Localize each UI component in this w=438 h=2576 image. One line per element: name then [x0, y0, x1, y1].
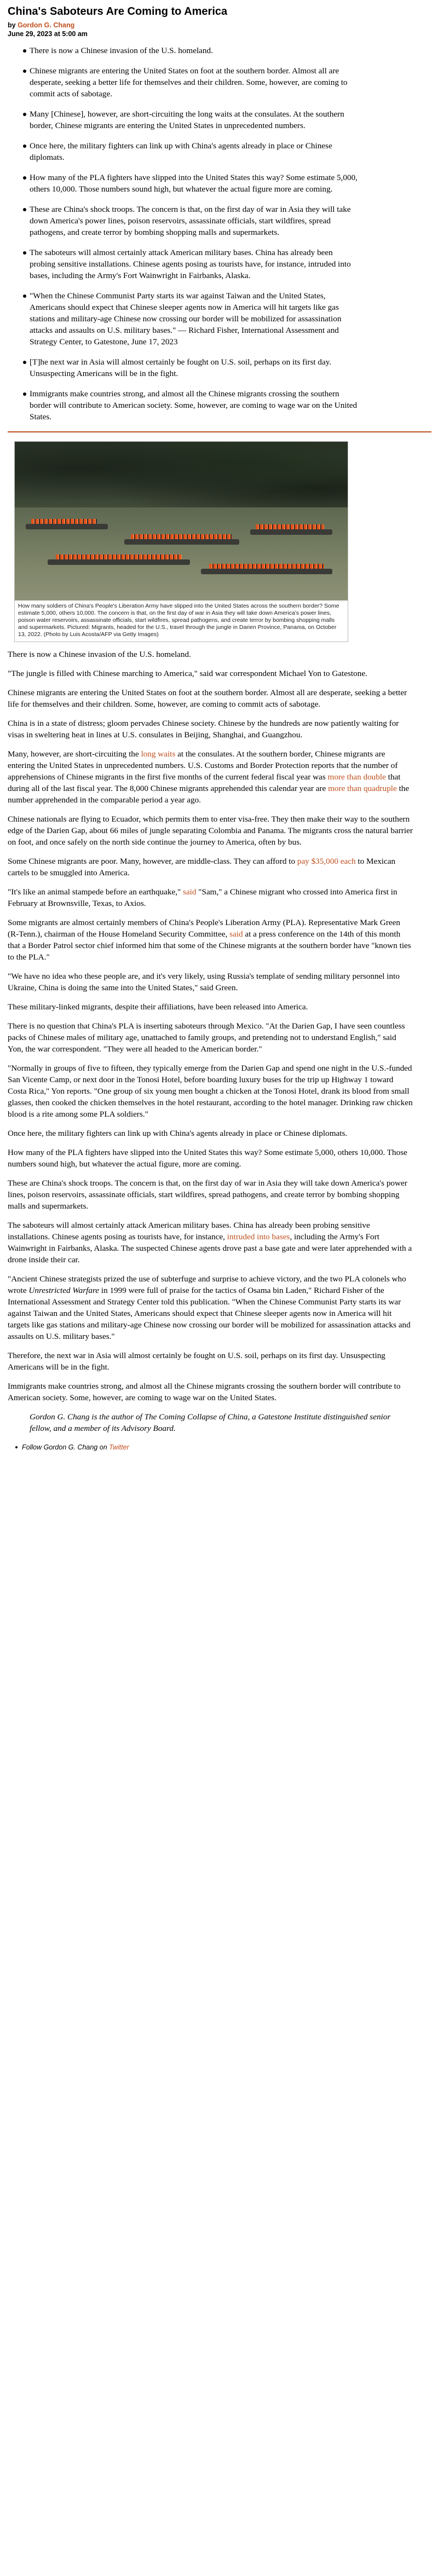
text-run: that during all of the last fiscal year. The 8,000 Chinese migrants apprehended this calendar year are — [8, 772, 401, 793]
author-bio — [8, 1411, 407, 1434]
body-paragraph — [8, 748, 413, 806]
summary-item: The saboteurs will almost certainly attack American military bases. China has already been probing sensitive installations. Chinese agents posing as tourists have, for instance, intruded into bases, including the Army's Fort Wainwright in Fairbanks, Alaska. — [8, 247, 358, 281]
summary-item: Immigrants make countries strong, and almost all the Chinese migrants crossing the southern border will contribute to American society. Some, however, are coming to wage war on the United States. — [8, 388, 358, 423]
text-run: , including the Army's Fort Wainwright in Fairbanks, Alaska. The suspected Chinese agents drove past a base gate and were later apprehended with a drone inside their car. — [8, 1232, 412, 1264]
more-than-quadruple-link[interactable]: more than quadruple — [328, 784, 397, 793]
body-paragraph: Therefore, the next war in Asia will almost certainly be fought on U.S. soil, perhaps on its first day. Unsuspecting Americans will be in the fight. — [8, 1351, 385, 1372]
migrant-group — [209, 564, 324, 569]
said-link[interactable]: said — [229, 929, 243, 939]
publish-date: June 29, 2023 at 5:00 am — [8, 30, 88, 38]
article-title: China's Saboteurs Are Coming to America — [8, 5, 228, 18]
migrant-group — [31, 519, 97, 524]
intruded-into-bases-link[interactable]: intruded into bases — [227, 1232, 290, 1241]
byline-prefix: by — [8, 21, 18, 29]
text-run: Some Chinese migrants are poor. Many, however, are middle-class. They can afford to — [8, 857, 297, 866]
jungle-trees — [15, 442, 348, 507]
body-paragraph — [8, 1220, 413, 1266]
body-paragraph: Immigrants make countries strong, and almost all the Chinese migrants crossing the southern border will contribute to American society. Some, however, are coming to wage war on the United States. — [8, 1382, 401, 1402]
article-figure — [14, 441, 348, 642]
summary-item: "When the Chinese Communist Party starts its war against Taiwan and the United States, Americans should expect that Chinese sleeper agents now in America will hit targets like gas stations and military-age Chinese now crossing our border will be mobilized for assassination attacks and assaults on U.S. military bases." — Richard Fisher, International Assessment and Strategy Center, to Gatestone, June 17, 2023 — [8, 290, 358, 348]
more-than-double-link[interactable]: more than double — [327, 772, 386, 782]
figure-caption: How many soldiers of China's People's Liberation Army have slipped into the United States across the southern border? Some estimate 5,000, others 10,000. The concern is that, on the first day of war in Asia they will take down America's power lines, poison water reservoirs, assassinate officials, start wildfires, spread pathogens, and create terror by bombing shopping malls and supermarkets. Pictured: Migrants, headed for the U.S., travel through the jungle in Darien Province, Panama, on October 13, 2022. (Photo by Luis Acosta/AFP via Getty Images) — [18, 603, 339, 638]
follow-author — [8, 1442, 430, 1453]
long-waits-link[interactable]: long waits — [141, 749, 176, 759]
bio-book-title: The — [144, 1412, 157, 1422]
body-paragraph — [8, 1273, 413, 1342]
text-run: "Sam," a Chinese migrant who crossed into America first in February at Brownsville, Texas, to Axios. — [8, 887, 397, 908]
body-paragraph: There is no question that China's PLA is inserting saboteurs through Mexico. "At the Darien Gap, I have seen countless packs of Chinese males of military age, unattached to family groups, and pretending not to understand English," said Yon, the war correspondent. "They were all headed to the American border." — [8, 1021, 405, 1054]
text-run: the number apprehended in the comparable period a year ago. — [8, 784, 410, 805]
pay-35000-link[interactable]: pay $35,000 each — [297, 857, 356, 866]
boat — [26, 524, 108, 529]
body-paragraph: China is in a state of distress; gloom pervades Chinese society. Chinese by the hundreds are now patiently waiting for visas in sweltering heat in lines at U.S. consulates in Beijing, Shanghai, and Guangzhou. — [8, 719, 399, 740]
text-run: "It's like an animal stampede before an earthquake," — [8, 887, 183, 897]
twitter-link[interactable]: Twitter — [109, 1443, 129, 1451]
migrant-group — [131, 534, 232, 539]
boat — [48, 559, 190, 565]
summary-list — [8, 45, 430, 423]
body-paragraph: These are China's shock troops. The concern is that, on the first day of war in Asia they will take down America's power lines, poison reservoirs, assassinate officials, start wildfires, spread pathogens, and create terror by bombing shopping malls and supermarkets. — [8, 1179, 407, 1211]
text-run: in 1999 were full of praise for the tactics of Osama bin Laden," Richard Fisher of the International Assessment and Strategy Center told this publication. "When the Chinese Communist Party starts its war against Taiwan and the United States, Americans should expect that Chinese sleeper agents now in America will hit targets like gas stations and military-age Chinese now crossing our border will be mobilized for assassination attacks and assaults on U.S. military bases." — [8, 1286, 411, 1341]
summary-item: How many of the PLA fighters have slipped into the United States this way? Some estimate 5,000, others 10,000. Those numbers sound high, but whatever the actual figure more are coming. — [8, 172, 358, 195]
text-run: at the consulates. At the southern border, Chinese migrants are entering the United States in unprecedented numbers. U.S. Customs and Border Protection reports that the number of apprehensions of Chinese migrants in the first five months of the current federal fiscal year was — [8, 749, 398, 782]
body-paragraph: These military-linked migrants, despite their affiliations, have been released into America. — [8, 1002, 308, 1012]
section-divider — [8, 431, 431, 432]
bio-author-name: Gordon G. Chang — [30, 1412, 90, 1422]
boat — [250, 529, 332, 535]
text-run: is the author of — [89, 1412, 145, 1422]
follow-prefix: Follow Gordon G. Chang on — [22, 1443, 110, 1451]
migrant-group — [256, 524, 324, 529]
text-run: Some migrants are almost certainly members of China's People's Liberation Army (PLA). Representative Mark Green (R-Tenn.), chairman of the House Homeland Security Committee, — [8, 918, 400, 939]
body-paragraph: How many of the PLA fighters have slipped into the United States this way? Some estimate 5,000, others 10,000. Those numbers sound high, but whatever the actual figure, more are coming. — [8, 1148, 407, 1169]
body-paragraph — [8, 886, 413, 909]
byline — [8, 21, 430, 30]
summary-item: [T]he next war in Asia will almost certainly be fought on U.S. soil, perhaps on its first day. Unsuspecting Americans will be in the fight. — [8, 356, 358, 379]
body-paragraph: Chinese migrants are entering the United States on foot at the southern border. Almost all are desperate, seeking a better life for themselves and their children. Some, however, are coming to commit acts of sabotage. — [8, 688, 407, 709]
text-run: "Ancient Chinese strategists prized the use of subterfuge and surprise to achieve victory, and the two PLA colonels who wrote — [8, 1274, 406, 1295]
summary-item: Chinese migrants are entering the United States on foot at the southern border. Almost all are desperate, seeking a better life for themselves and their children. Some, however, are coming to commit acts of sabotage. — [8, 65, 358, 100]
body-paragraph: "We have no idea who these people are, and it's very likely, using Russia's template of sending military personnel into Ukraine, China is doing the same into the United States," said Green. — [8, 972, 400, 992]
body-paragraph — [8, 917, 413, 963]
article-body — [8, 649, 430, 1403]
summary-item: Once here, the military fighters can link up with China's agents already in place or Chinese diplomats. — [8, 140, 358, 163]
summary-item: Many [Chinese], however, are short-circuiting the long waits at the consulates. At the southern border, Chinese migrants are entering the United States in unprecedented numbers. — [8, 108, 358, 131]
author-link[interactable]: Gordon G. Chang — [18, 21, 75, 29]
text-run: Coming Collapse of China, a Gatestone Institute distinguished senior fellow, and a member of its Advisory Board. — [30, 1412, 391, 1433]
body-paragraph: "The jungle is filled with Chinese marching to America," said war correspondent Michael Yon to Gatestone. — [8, 669, 367, 678]
boat — [124, 539, 239, 545]
summary-item: There is now a Chinese invasion of the U.S. homeland. — [8, 45, 358, 56]
body-paragraph: Once here, the military fighters can link up with China's agents already in place or Chinese diplomats. — [8, 1129, 348, 1138]
boat — [201, 569, 332, 574]
body-paragraph: Chinese nationals are flying to Ecuador, which permits them to enter visa-free. They then make their way to the southern edge of the Darien Gap, about 66 miles of jungle separating Colombia and Panama. The migrants cross the natural barrier on foot, and once safely on the north side continue the journey to America, often by bus. — [8, 815, 413, 847]
book-title: Unrestricted Warfare — [28, 1286, 100, 1295]
said-link[interactable]: said — [183, 887, 197, 897]
text-run: at a press conference on the 14th of this month that a Border Patrol sector chief informed him that some of the Chinese migrants at the southern border have "known ties to the PLA." — [8, 929, 411, 962]
text-run: The saboteurs will almost certainly attack American military bases. China has already been probing sensitive installations. Chinese agents posing as tourists have, for instance, — [8, 1221, 370, 1241]
body-paragraph — [8, 856, 413, 879]
migrants-boats-photo — [15, 442, 348, 600]
text-run: to Mexican cartels to be smuggled into America. — [8, 857, 396, 877]
summary-item: These are China's shock troops. The concern is that, on the first day of war in Asia they will take down America's power lines, poison reservoirs, assassinate officials, start wildfires, spread pathogens, and create terror by bombing shopping malls and supermarkets. — [8, 204, 358, 238]
text-run: Many, however, are short-circuiting the — [8, 749, 141, 759]
body-paragraph: "Normally in groups of five to fifteen, they typically emerge from the Darien Gap and spend one night in the U.S.-funded San Vicente Camp, or next door in the Tonosi Hotel, before boarding luxury buses for the trip up Highway 1 toward Costa Rica," Yon reports. "One group of six young men bought a chicken at the Tonosi Hotel, drank its blood from small glasses, then cooked the chicken themselves in the hotel restaurant, according to the hotel manager. Drinking raw chicken blood is a rite among some PLA soldiers." — [8, 1064, 413, 1119]
migrant-group — [56, 555, 182, 559]
body-paragraph: There is now a Chinese invasion of the U.S. homeland. — [8, 650, 191, 659]
